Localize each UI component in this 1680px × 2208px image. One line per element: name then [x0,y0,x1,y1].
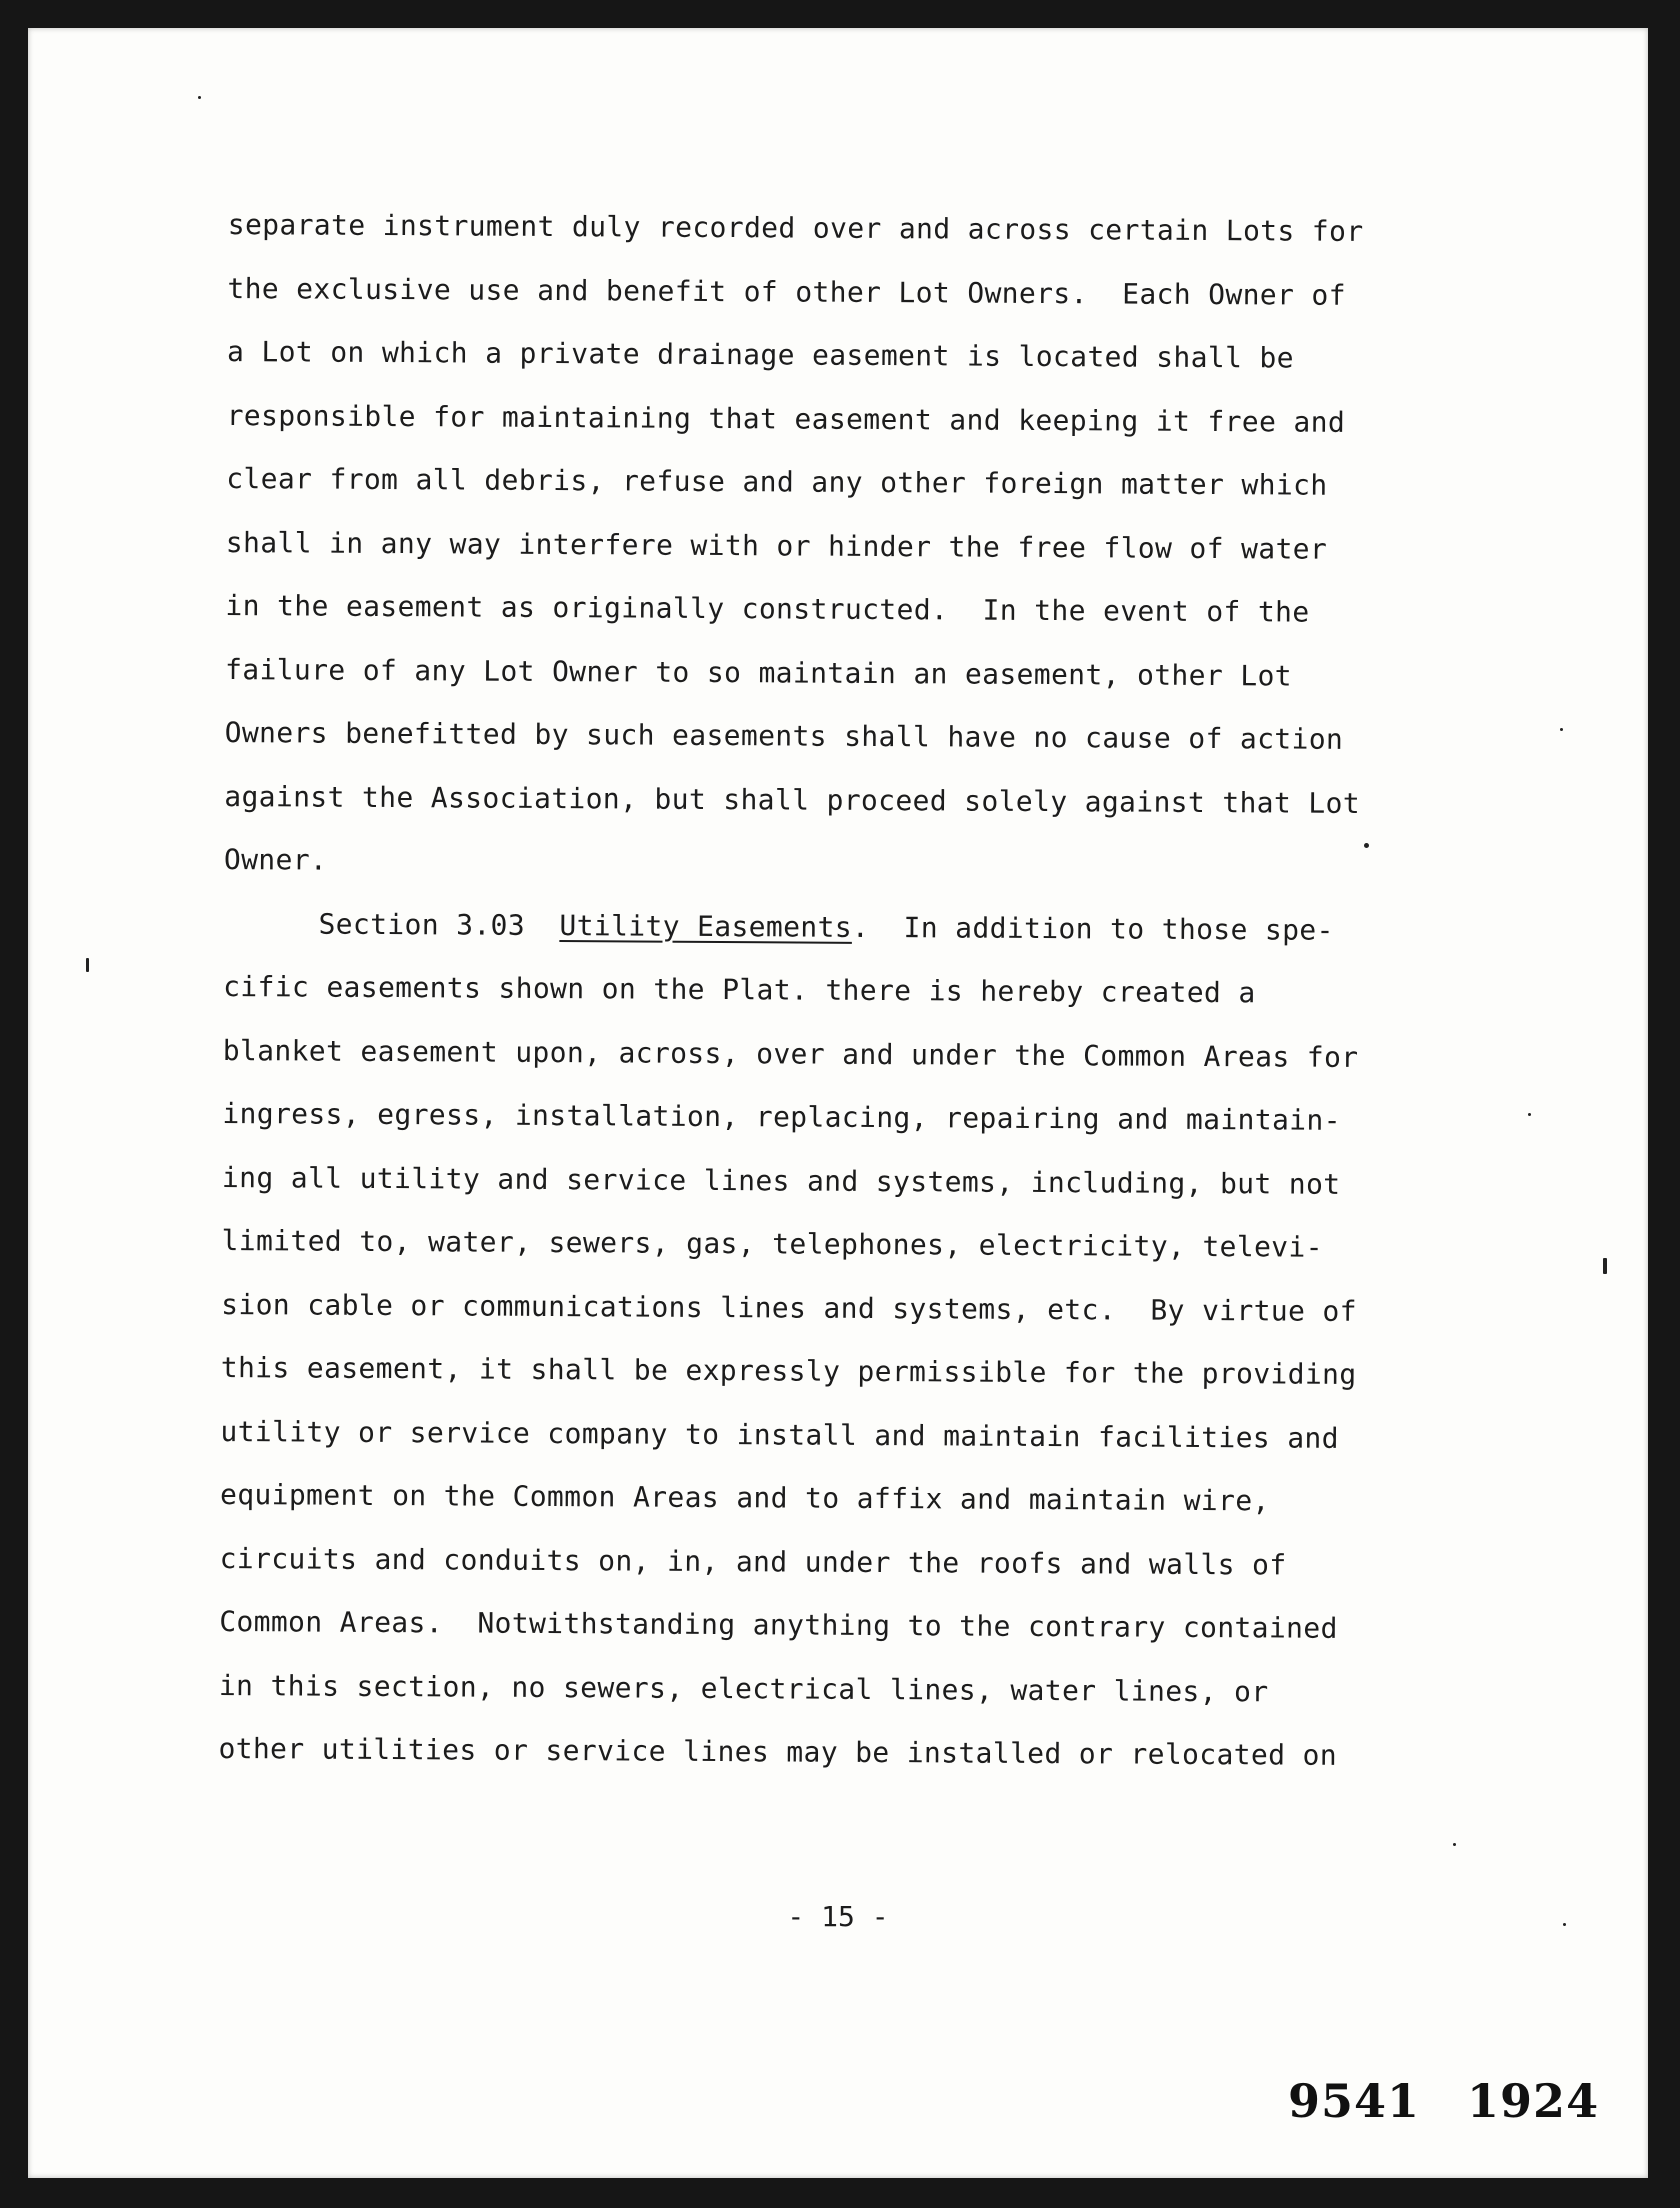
text-line: clear from all debris, refuse and any other foreign matter which [226,461,1328,502]
text-line: utility or service company to install and maintain facilities and [220,1414,1340,1455]
text-line: ingress, egress, installation, replacing, repairing and maintain- [222,1096,1341,1137]
text-line: limited to, water, sewers, gas, telephones, electricity, televi- [221,1223,1323,1264]
text-line: responsible for maintaining that easement and keeping it free and [226,398,1346,439]
scan-speck [1528,1113,1531,1116]
section-heading-line [223,891,1543,963]
text-line: Common Areas. Notwithstanding anything to the contrary contained [219,1604,1338,1645]
text-line: in the easement as originally constructed. In the event of the [225,588,1310,629]
document-page [28,28,1648,2178]
text-line: the exclusive use and benefit of other Lot Owners. Each Owner of [227,271,1346,312]
text-line: failure of any Lot Owner to so maintain an easement, other Lot [224,652,1293,693]
document-stamp-number: 9541 1924 [1288,2074,1600,2128]
section-title: Utility Easements [559,908,853,944]
text-line: Owners benefitted by such easements shall have no cause of action [224,715,1344,756]
scan-speck [1364,843,1369,848]
text-line: in this section, no sewers, electrical lines, water lines, or [218,1668,1269,1708]
section-first-line-text: . In addition to those spe- [851,910,1334,947]
scan-speck [1560,728,1563,731]
page-number: - 15 - [787,1900,889,1933]
body-text [218,193,1548,1789]
text-line: a Lot on which a private drainage easement is located shall be [226,334,1294,375]
scan-speck [198,96,201,99]
text-line: equipment on the Common Areas and to affix and maintain wire, [219,1477,1270,1518]
text-line: separate instrument duly recorded over and across certain Lots for [227,207,1364,248]
text-line: Owner. [223,842,328,877]
text-line: ing all utility and service lines and systems, including, but not [221,1160,1341,1201]
scan-speck [1453,1843,1456,1846]
text-line: sion cable or communications lines and systems, etc. By virtue of [221,1287,1357,1328]
scan-speck [1603,1258,1607,1274]
text-line: against the Association, but shall proceed solely against that Lot [224,779,1361,820]
section-number: Section 3.03 [318,907,526,942]
text-line: shall in any way interfere with or hinder the free flow of water [225,525,1328,566]
scan-speck [86,958,89,972]
text-line: this easement, it shall be expressly permissible for the providing [220,1350,1357,1391]
text-line: circuits and conduits on, in, and under the roofs and walls of [219,1541,1287,1581]
text-line: cific easements shown on the Plat. there is hereby created a [223,969,1256,1010]
text-line: blanket easement upon, across, over and under the Common Areas for [222,1033,1359,1074]
text-line: other utilities or service lines may be installed or relocated on [218,1731,1338,1772]
scan-speck [1563,1923,1566,1926]
